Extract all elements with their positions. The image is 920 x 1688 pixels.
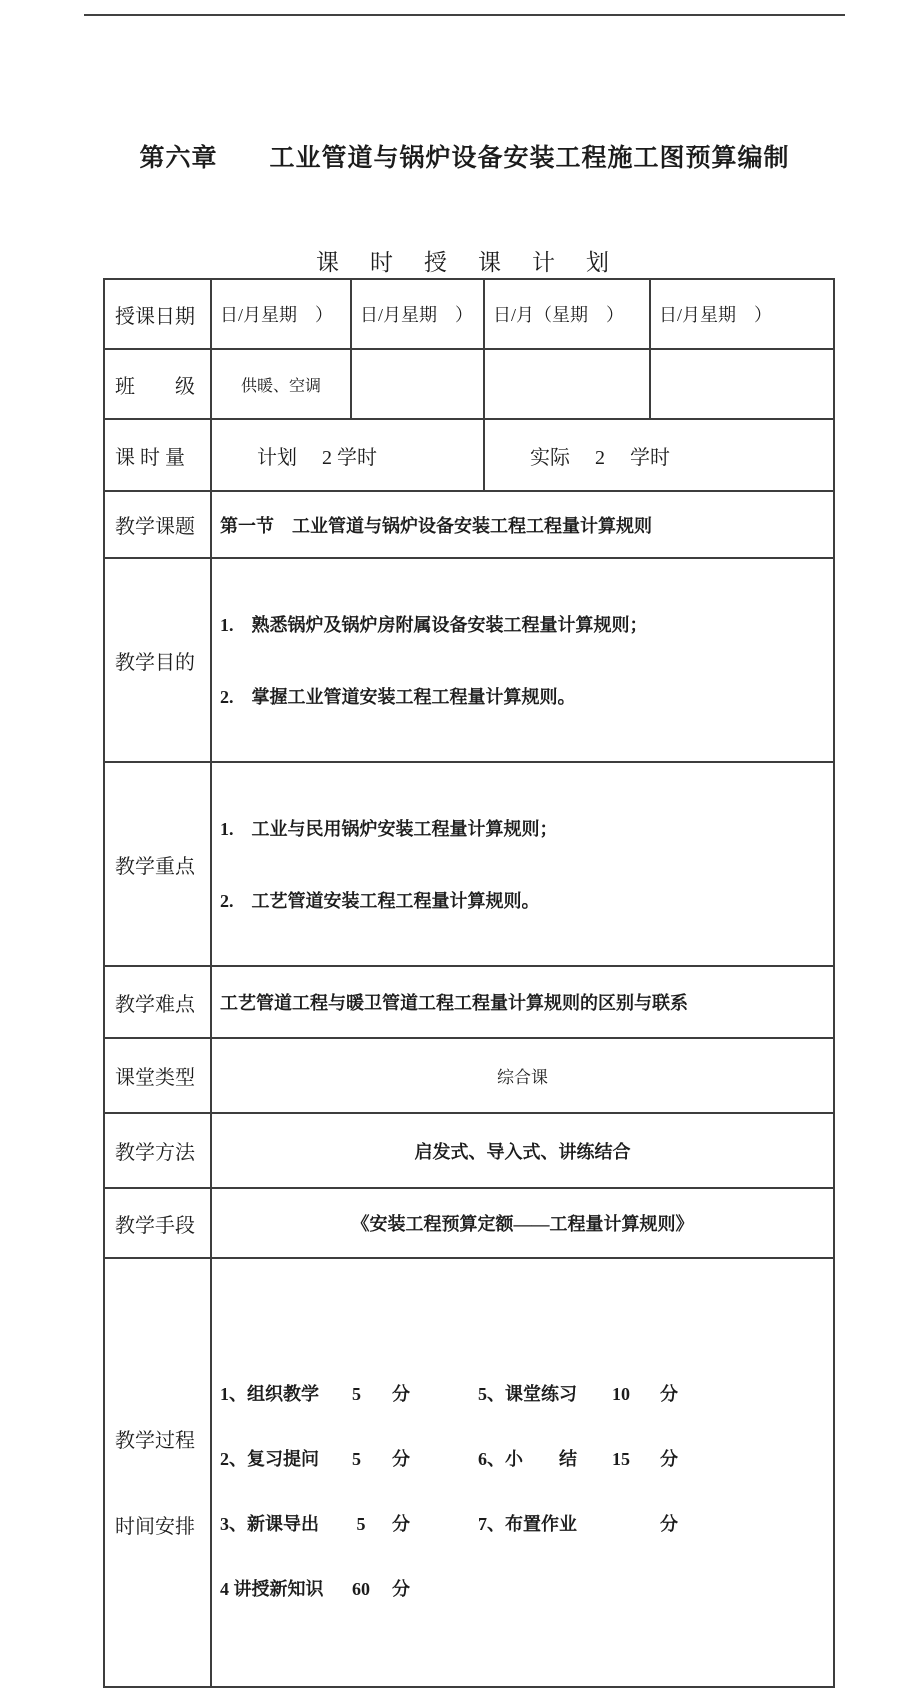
row-label-teaching-date: 授课日期 (104, 279, 211, 349)
date-cell-2: 日/月星期 ） (351, 279, 484, 349)
objectives-cell (211, 558, 834, 762)
class-empty-cell-3 (650, 349, 834, 419)
date-cell-3: 日/月（星期 ） (484, 279, 650, 349)
table-row-topic (104, 491, 834, 558)
table-row-key-points (104, 762, 834, 966)
process-label-line-2: 时间安排 (115, 1516, 195, 1538)
list-item: 4 讲授新知识 60 分 (220, 1579, 410, 1599)
process-columns (220, 1341, 832, 1643)
process-left-list (220, 1341, 478, 1643)
table-row-teaching-method (104, 1113, 834, 1188)
lesson-plan-subtitle: 课 时 授 课 计 划 (316, 250, 613, 275)
process-schedule-cell (211, 1258, 834, 1687)
list-item: 2、复习提问 5 分 (220, 1449, 410, 1469)
table-row-process (104, 1258, 834, 1687)
key-point-item-1: 1. 工业与民用锅炉安装工程量计算规则； (220, 819, 558, 839)
table-row-hours (104, 419, 834, 491)
teaching-means-cell: 《安装工程预算定额——工程量计算规则》 (211, 1188, 834, 1258)
chapter-title: 第六章 工业管道与锅炉设备安装工程施工图预算编制 (139, 145, 790, 172)
list-item: 5、课堂练习 10 分 (478, 1384, 678, 1404)
row-label-teaching-means: 教学手段 (104, 1188, 211, 1258)
table-row-teaching-means (104, 1188, 834, 1258)
process-label-line-1: 教学过程 (115, 1430, 195, 1452)
lesson-plan-table (103, 278, 835, 1688)
class-value-cell: 供暖、空调 (211, 349, 351, 419)
row-label-key-points: 教学重点 (104, 762, 211, 966)
topic-value-cell: 第一节 工业管道与锅炉设备安装工程工程量计算规则 (211, 491, 834, 558)
hours-actual-cell: 实际 2 学时 (484, 419, 834, 491)
table-row-objectives (104, 558, 834, 762)
class-empty-cell-1 (351, 349, 484, 419)
list-item: 6、小 结 15 分 (478, 1449, 678, 1469)
row-label-class-type: 课堂类型 (104, 1038, 211, 1113)
objective-item-2: 2. 掌握工业管道安装工程工程量计算规则。 (220, 687, 576, 707)
teaching-method-cell: 启发式、导入式、讲练结合 (211, 1113, 834, 1188)
row-label-objectives: 教学目的 (104, 558, 211, 762)
table-row-class-type (104, 1038, 834, 1113)
hours-planned-cell: 计划 2 学时 (211, 419, 484, 491)
class-type-cell: 综合课 (211, 1038, 834, 1113)
row-label-process (104, 1258, 211, 1687)
date-cell-4: 日/月星期 ） (650, 279, 834, 349)
row-label-difficulties: 教学难点 (104, 966, 211, 1038)
list-item: 1、组织教学 5 分 (220, 1384, 410, 1404)
class-empty-cell-2 (484, 349, 650, 419)
objective-item-1: 1. 熟悉锅炉及锅炉房附属设备安装工程量计算规则； (220, 615, 648, 635)
table-row-teaching-date (104, 279, 834, 349)
table-row-difficulties (104, 966, 834, 1038)
process-right-list (478, 1341, 832, 1578)
key-point-item-2: 2. 工艺管道安装工程工程量计算规则。 (220, 891, 540, 911)
table-row-class (104, 349, 834, 419)
row-label-hours: 课 时 量 (104, 419, 211, 491)
row-label-class: 班 级 (104, 349, 211, 419)
list-item: 7、布置作业 分 (478, 1514, 678, 1534)
row-label-topic: 教学课题 (104, 491, 211, 558)
header-rule (84, 14, 845, 16)
row-label-teaching-method: 教学方法 (104, 1113, 211, 1188)
list-item: 3、新课导出 5 分 (220, 1514, 410, 1534)
key-points-cell (211, 762, 834, 966)
date-cell-1: 日/月星期 ） (211, 279, 351, 349)
difficulties-cell: 工艺管道工程与暖卫管道工程工程量计算规则的区别与联系 (211, 966, 834, 1038)
